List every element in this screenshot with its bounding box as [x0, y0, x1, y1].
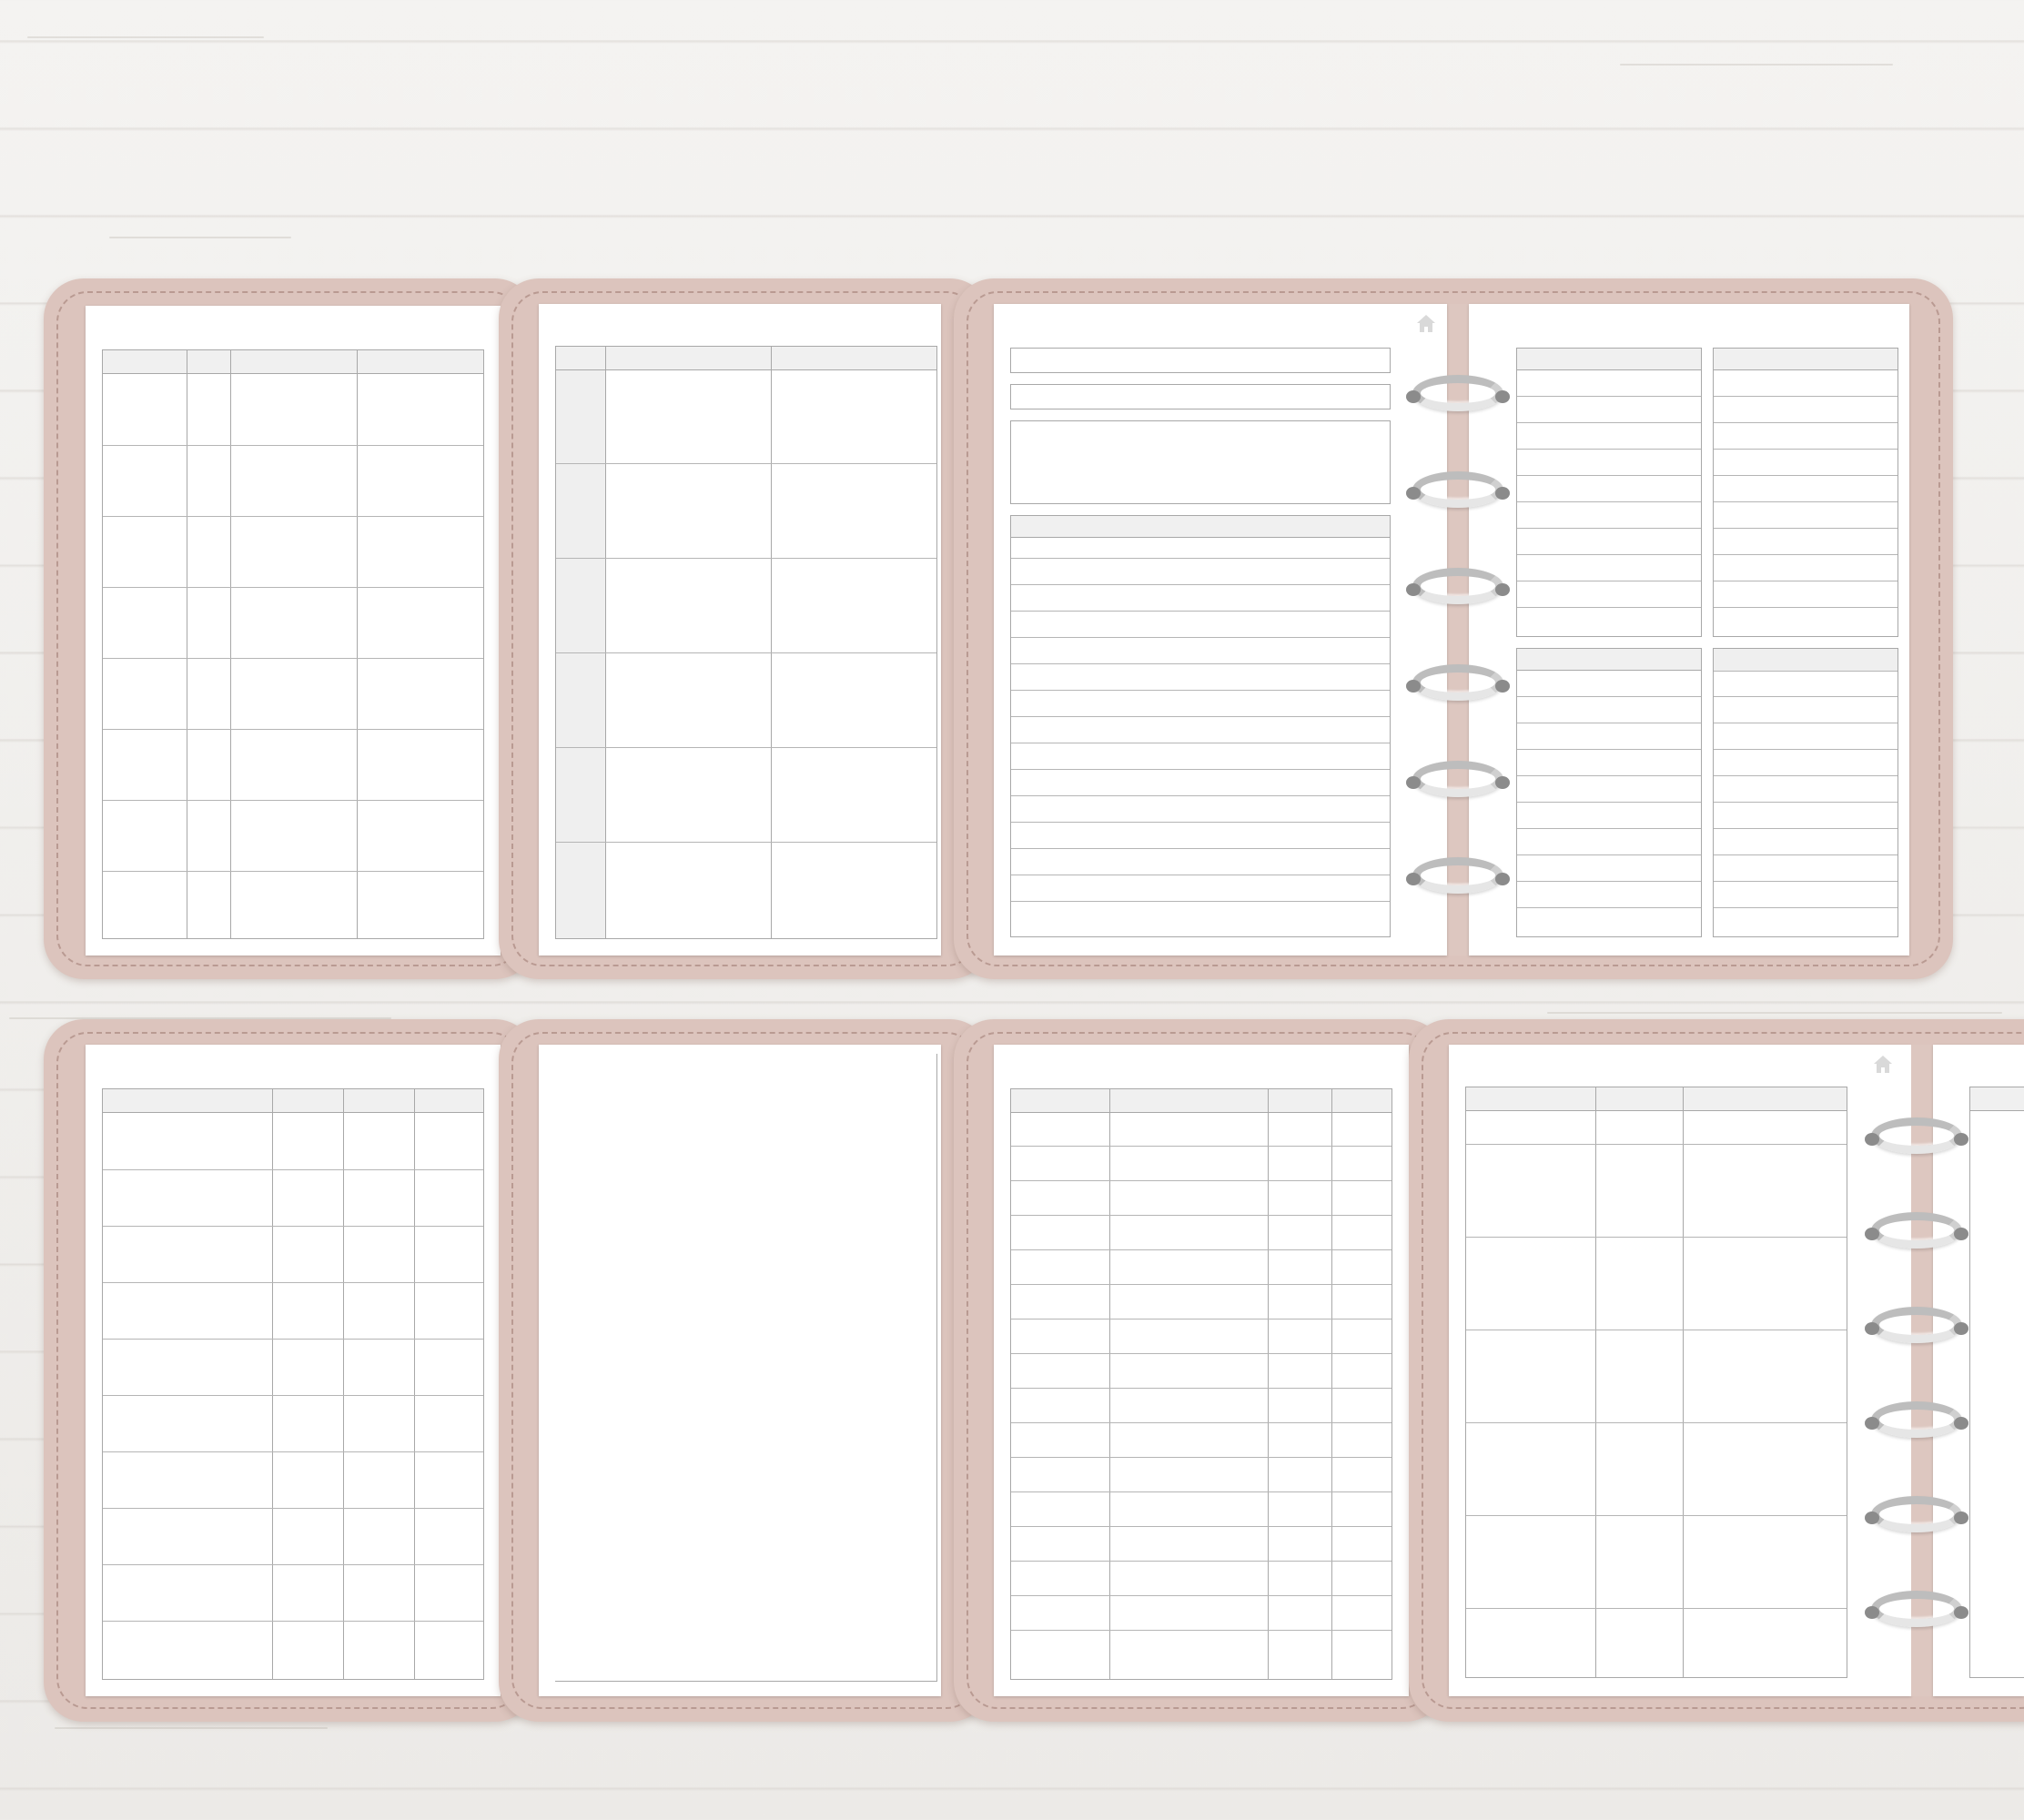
subject-field[interactable]	[1010, 348, 1391, 373]
page-assignment-tracker	[86, 1045, 501, 1696]
table-header	[1011, 1089, 1392, 1113]
column-header	[272, 1089, 343, 1112]
page-grades-tracker	[539, 1045, 941, 1696]
column-header	[1466, 1087, 1595, 1110]
column-header	[1109, 1089, 1268, 1112]
grid-line	[230, 350, 231, 938]
lesson-homework-table	[555, 346, 937, 939]
table-header	[1466, 1087, 1847, 1111]
table-header	[103, 350, 483, 374]
notes-box[interactable]	[1713, 648, 1898, 937]
summary-label	[1011, 516, 1390, 538]
wood-grain	[109, 237, 291, 238]
materials-label	[1517, 649, 1701, 671]
assessment-table	[1465, 1087, 1847, 1678]
wood-grain	[27, 36, 264, 38]
table-header	[556, 347, 936, 370]
wood-grain	[1547, 1012, 2002, 1014]
column-header	[1268, 1089, 1331, 1112]
column-header	[357, 350, 485, 373]
binder-ring	[1871, 1307, 1962, 1343]
binder-ring	[1412, 857, 1503, 894]
binder-ring	[1871, 1117, 1962, 1154]
assessments-box[interactable]	[1713, 348, 1898, 637]
assessments-label	[1714, 349, 1898, 370]
column-header	[556, 347, 605, 369]
grid-line	[357, 350, 358, 938]
column-header	[103, 350, 187, 373]
binder-ring	[1871, 1591, 1962, 1627]
column-header	[414, 1089, 485, 1112]
home-icon[interactable]	[1871, 1052, 1895, 1076]
materials-box[interactable]	[1516, 648, 1702, 937]
summary-box[interactable]	[1010, 515, 1391, 937]
page-class-schedule	[86, 306, 501, 956]
assignment-table	[102, 1088, 484, 1680]
table-header	[103, 1089, 483, 1113]
wood-grain	[1620, 64, 1893, 66]
homework-label	[1517, 349, 1701, 370]
page-lesson-homework-plan	[539, 304, 941, 956]
binder-ring	[1871, 1401, 1962, 1438]
column-header	[605, 347, 771, 369]
binder-ring	[1412, 761, 1503, 797]
grades-table	[555, 1054, 937, 1682]
page-assessment-tracker	[1449, 1045, 1911, 1696]
column-header	[1331, 1089, 1393, 1112]
topic-field[interactable]	[1010, 384, 1391, 410]
column-header	[103, 1089, 272, 1112]
wood-grain	[55, 1727, 328, 1729]
binder-ring	[1412, 471, 1503, 508]
binder-ring	[1871, 1496, 1962, 1532]
class-schedule-table	[102, 349, 484, 939]
binder-ring	[1412, 375, 1503, 411]
column-header	[187, 350, 230, 373]
page-detailed-lesson-plan-right	[1469, 304, 1909, 956]
column-header	[1683, 1087, 1848, 1110]
page-detailed-lesson-plan-left	[994, 304, 1447, 956]
column-header	[1011, 1089, 1109, 1112]
binder-ring	[1871, 1212, 1962, 1249]
reading-log-table	[1010, 1088, 1392, 1680]
column-header	[230, 350, 357, 373]
page-assigned-reading-log	[994, 1045, 1409, 1696]
objectives-field[interactable]	[1010, 420, 1391, 504]
column-header	[343, 1089, 414, 1112]
column-header	[771, 347, 938, 369]
binder-ring	[1412, 664, 1503, 701]
binder-ring	[1412, 568, 1503, 604]
homework-box[interactable]	[1516, 348, 1702, 637]
home-icon[interactable]	[1414, 311, 1438, 335]
column-header	[1595, 1087, 1683, 1110]
partial-table	[1969, 1087, 2024, 1678]
